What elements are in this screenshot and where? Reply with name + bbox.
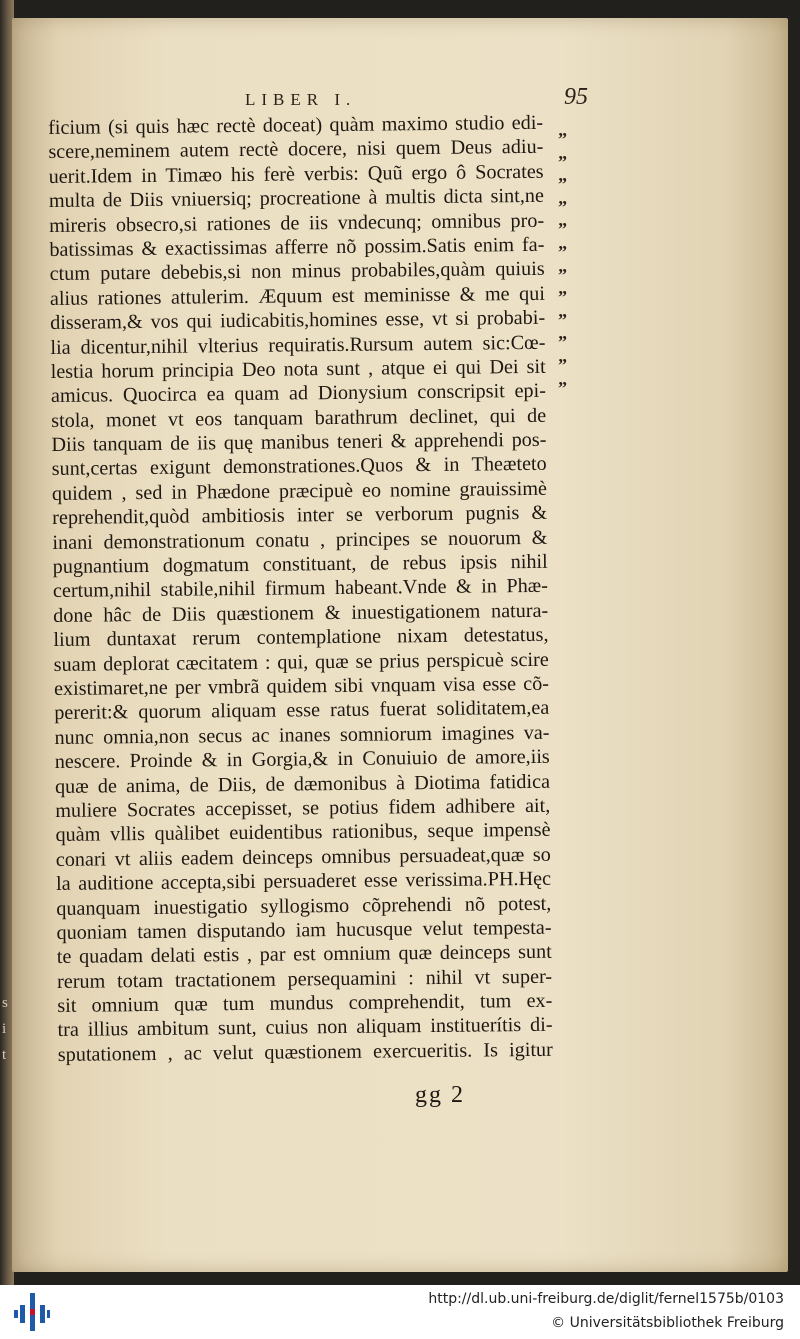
quotation-mark: ” [558,151,567,172]
text-line: sunt,certas exigunt demonstrationes.Quos & in Theæteto [51,453,547,481]
text-line: quidem , sed in Phædone præcipuè eo nomine grauissimè [51,477,548,505]
text-line: ficium (si quis hæc rectè doceat) quàm maximo studio edi- [48,111,544,139]
text-line: lium duntaxat rerum contemplatione nixam detestatus, [53,623,549,652]
quotation-mark: ” [558,174,567,195]
text-line: scere,neminem autem rectè docere, nisi quem Deus adiu- [48,136,544,164]
quotation-margin-marks [558,128,584,399]
text-line: multa de Diis vniuersiq; procreatione à multis dicta sint,ne [48,184,544,213]
text-line: certum,nihil stabile,nihil firmum habeant.Vnde & in Phæ- [52,575,549,603]
text-line: sit omnium quæ tum mundus comprehendit, tum ex- [57,989,553,1018]
text-line: lia dicentur,nihil vlterius requiratis.Rursum autem sic:Cœ- [50,331,546,359]
edge-letter: s [2,995,8,1011]
text-line: mireris obsecro,si rationes de iis vndecunq; omnibus pro- [49,209,545,237]
text-line: ctum putare debebis,si non minus probabiles,quàm quiuis [49,258,545,286]
quotation-mark: ” [558,129,567,149]
text-line: quoniam tamen disputando iam hucusque velut tempesta- [56,916,552,944]
signature-mark: gg 2 [415,1082,465,1108]
quotation-mark: ” [558,241,567,262]
text-line: nunc omnia,non secus ac inanes somniorum imagines va- [54,721,550,749]
quotation-mark: ” [558,332,567,353]
viewer-footer [0,1285,800,1339]
body-text [48,111,553,1067]
quotation-mark: ” [558,196,567,217]
running-head: LIBER I. [245,90,357,109]
text-line: stola, monet vt eos tanquam barathrum declinet, qui de [51,404,547,432]
text-line: pugnantium dogmatum constituant, de rebus ipsis nihil [52,550,548,579]
text-line: alius rationes attulerim. Æquum est meminisse & me qui [49,282,546,310]
text-line: quàm vllis quàlibet euidentibus rationibus, seque impensè [55,819,551,847]
page-number: 95 [564,84,588,110]
text-line: disseram,& vos qui iudicabitis,homines esse, vt si probabi- [50,306,546,335]
text-line: rerum totam tractationem persequamini : nihil vt super- [56,965,553,993]
text-line: lestia horum principia Deo nota sunt , atque ei qui Dei sit [50,355,546,383]
document-url: http://dl.ub.uni-freiburg.de/diglit/fernel1575b/0103 [428,1291,784,1307]
quotation-mark: ” [558,287,567,308]
text-line: Diis tanquam de iis quę manibus teneri & apprehendi pos- [51,428,547,457]
edge-letter: t [2,1047,7,1063]
copyright-notice: © Universitätsbibliothek Freiburg [551,1315,784,1331]
text-line: nescere. Proinde & in Gorgia,& in Conuiuio de amore,iis [54,745,550,774]
text-line: batissimas & exactissimas afferre nõ possim.Satis enim fa- [49,233,545,261]
text-line: amicus. Quocirca ea quam ad Dionysium conscripsit epi- [50,380,547,408]
text-line: quanquam inuestigatio syllogismo cõprehendi nõ potest, [56,892,552,920]
text-line: te quadam delati estis , par est omnium quæ deinceps sunt [56,941,552,969]
quotation-mark: ” [558,377,567,398]
text-line: inani demonstrationum conatu , principes se nouorum & [52,526,548,554]
quotation-mark: ” [558,309,567,330]
text-line: la auditione accepta,sibi persuaderet esse verissima.PH.Hęc [55,867,552,896]
text-line: muliere Socrates accepisset, se potius fidem adhibere ait, [55,794,551,822]
quotation-mark: ” [558,264,567,285]
text-line: quæ de anima, de Diis, de dæmonibus à Diotima fatidica [54,770,551,798]
text-line: existimaret,ne per vmbrã quidem sibi vnquam visa esse cõ- [53,672,550,700]
text-line: tra illius ambitum sunt, cuius non aliquam instituerítis di- [57,1014,553,1042]
text-line: done hâc de Diis quæstionem & inuestigationem natura- [53,599,549,627]
text-line: conari vt aliis eadem deinceps omnibus persuadeat,quæ so [55,843,551,871]
text-line: pererit:& quorum aliquam esse ratus fuerat soliditatem,ea [54,697,550,725]
text-line: sputationem , ac velut quæstionem exercueritis. Is igitur [57,1038,553,1066]
text-line: suam deplorat cæcitatem : qui, quæ se prius perspicuè scire [53,648,549,676]
quotation-mark: ” [558,219,567,240]
facing-page-letters [2,990,14,1068]
text-line: reprehendit,quòd ambitiosis inter se verborum pugnis & [52,502,548,530]
edge-letter: i [2,1021,7,1037]
university-logo-icon [14,1293,50,1331]
page-header [245,84,588,114]
quotation-mark: ” [558,354,567,375]
text-line: uerit.Idem in Timæo his ferè verbis: Quũ ergo ô Socrates [48,160,544,188]
